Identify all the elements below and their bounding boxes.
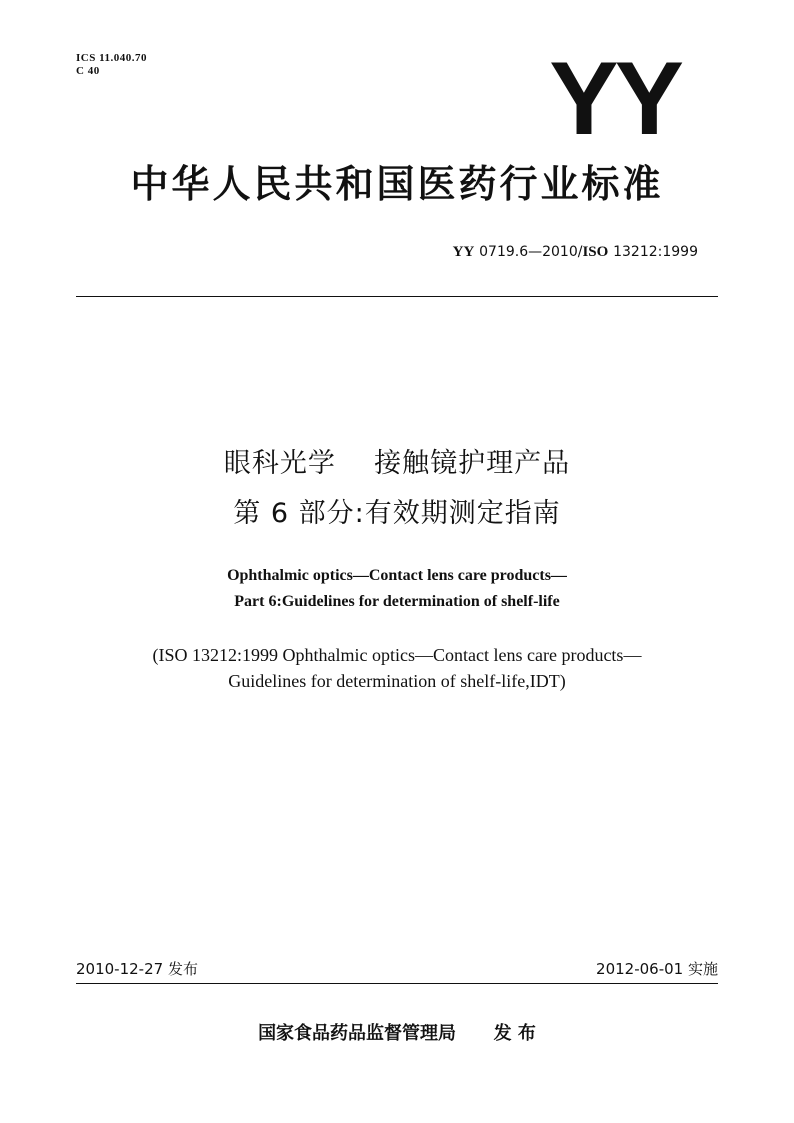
ccs-code: C 40 [76, 65, 100, 77]
iso-prefix: ISO [582, 244, 609, 260]
issue-date: 2010-12-27 发布 [76, 960, 198, 978]
cn-title-line1: 眼科光学 接触镜护理产品 [223, 448, 571, 479]
standard-number [453, 242, 698, 261]
publisher: 国家食品药品监督管理局 发 布 [258, 1023, 536, 1044]
implementation-date: 2012-06-01 实施 [596, 960, 718, 978]
standard-prefix: YY [452, 244, 475, 260]
iso-title-line2: Guidelines for determination of shelf-life,IDT) [228, 671, 566, 691]
ics-code: ICS 11.040.70 [76, 52, 147, 64]
iso-title-line1: (ISO 13212:1999 Ophthalmic optics—Contact lens care products— [152, 645, 642, 665]
footer-divider [76, 983, 718, 984]
standard-part: 0719.6—2010/ [479, 244, 583, 260]
en-title-line1: Ophthalmic optics—Contact lens care products— [227, 567, 567, 584]
cn-title-line2: 第 6 部分:有效期测定指南 [233, 498, 561, 529]
standard-title: 中华人民共和国医药行业标准 [130, 162, 664, 206]
iso-number: 13212:1999 [613, 244, 698, 260]
yy-logo: YY [549, 41, 680, 157]
header-divider [76, 296, 718, 297]
en-title-line2: Part 6:Guidelines for determination of shelf-life [234, 593, 560, 610]
